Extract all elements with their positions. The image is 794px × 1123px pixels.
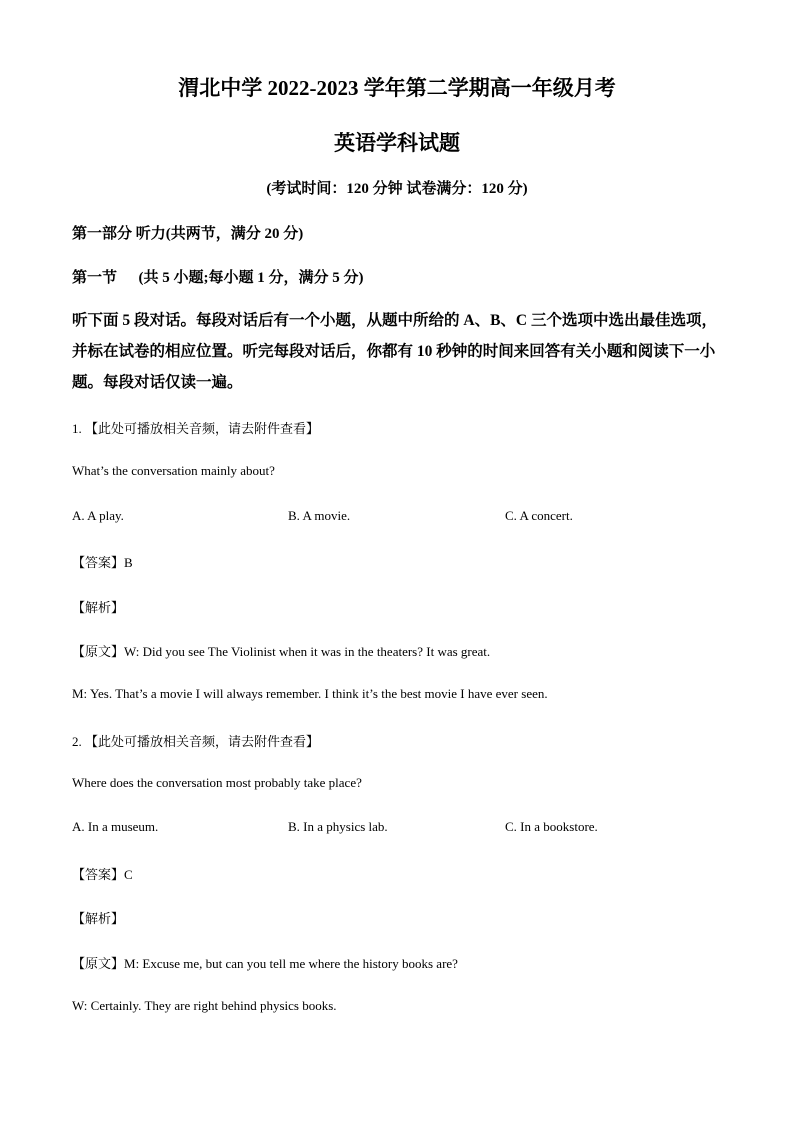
exam-title: 渭北中学 2022-2023 学年第二学期高一年级月考 [178, 76, 616, 100]
q2-analysis-label: 【解析】 [72, 911, 125, 926]
part1-heading: 第一部分 听力(共两节，满分 20 分) [72, 226, 304, 242]
q2-audio-note: 2. 【此处可播放相关音频，请去附件查看】 [72, 734, 320, 749]
q2-question: Where does the conversation most probably take place? [72, 775, 362, 790]
q1-audio-note: 1. 【此处可播放相关音频，请去附件查看】 [72, 421, 320, 436]
exam-info: (考试时间：120 分钟 试卷满分：120 分) [266, 181, 528, 197]
q1-answer-value: B [124, 555, 133, 570]
q2-option-a: A. In a museum. [72, 819, 159, 834]
q1-option-c: C. A concert. [505, 508, 573, 523]
q2-answer-value: C [124, 867, 133, 882]
q2-answer [72, 864, 133, 883]
section1-heading [72, 266, 364, 287]
q1-dialogue-2: M: Yes. That’s a movie I will always remember. I think it’s the best movie I have ever seen. [72, 686, 548, 701]
q2-dialogue-1: M: Excuse me, but can you tell me where the history books are? [124, 956, 458, 971]
q2-original-line1 [72, 953, 458, 972]
q1-dialogue-1: W: Did you see The Violinist when it was in the theaters? It was great. [124, 644, 491, 659]
q2-option-c: C. In a bookstore. [505, 819, 598, 834]
listening-instructions: 听下面 5 段对话。每段对话后有一个小题，从题中所给的 A、B、C 三个选项中选出最佳选项，并标在试卷的相应位置。听完每段对话后，你都有 10 秒钟的时间来回答有关小题和阅读下一小题。每段对话仅读一遍。 [72, 312, 717, 391]
exam-subtitle: 英语学科试题 [334, 131, 460, 155]
q1-original-label: 【原文】 [72, 644, 125, 659]
q1-option-a: A. A play. [72, 508, 124, 523]
q2-original-label: 【原文】 [72, 956, 125, 971]
q1-answer-label: 【答案】 [72, 555, 125, 570]
q1-analysis-label: 【解析】 [72, 600, 125, 615]
q1-option-b: B. A movie. [288, 508, 351, 523]
section1-desc: (共 5 小题;每小题 1 分，满分 5 分) [138, 270, 364, 286]
q1-question: What’s the conversation mainly about? [72, 463, 275, 478]
q2-answer-label: 【答案】 [72, 867, 125, 882]
q1-answer [72, 552, 133, 571]
q1-original-line1 [72, 641, 490, 660]
section1-label: 第一节 [72, 270, 118, 286]
q2-option-b: B. In a physics lab. [288, 819, 388, 834]
q2-dialogue-2: W: Certainly. They are right behind physics books. [72, 998, 337, 1013]
